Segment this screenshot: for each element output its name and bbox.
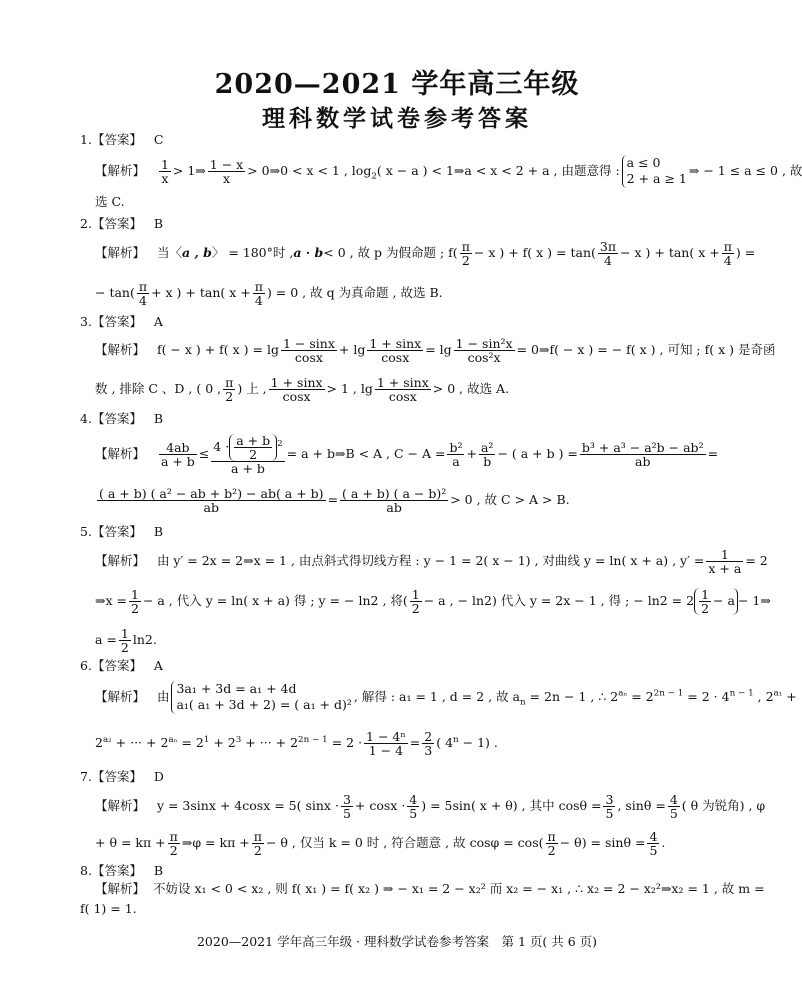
fraction: $\frac{4}{5}$ [649, 829, 658, 859]
fraction: $\frac{\text{( a + b) ( a² − ab + b²) − ab( a + b)}}{ab}$ [99, 486, 324, 516]
fraction: $\frac{1}{2}$ [411, 587, 420, 617]
q4-analysis-line: 【解析】 $\frac{4ab}{a + b}$ ≤ 4 · $\frac{a + b}{2}$ $^2$ a + b = a + b⇒B < A , C − A = $\frac{\text{b²}}{a}$ + $\frac{\text{a²}}{b}$ − ( a + b ) = $\frac{\text{b³ + a³ − a²b − ab²}}{ab}$ = [95, 433, 719, 477]
fraction: $\frac{\text{( a + b) ( a − b)²}}{ab}$ [342, 486, 447, 516]
q5-analysis-line: 【解析】 由 y′ = 2x = 2⇒x = 1 , 由点斜式得切线方程 : y − 1 = 2( x − 1) , 对曲线 y = ln( x + a) , y′ = $\frac{1}{x + a}$ = 2 [95, 547, 768, 577]
fraction: $\frac{1 - x}{x}$ [209, 156, 244, 186]
equation-system: 3a₁ + 3d = a₁ + 4d a₁( a₁ + 3d + 2) = ( a₁ + d)² [171, 681, 351, 714]
fraction: $\frac{1}{2}$ [130, 587, 139, 617]
fraction: $\frac{\pi}{4}$ [254, 279, 263, 309]
fraction: $\frac{4}{5}$ [669, 792, 678, 822]
fraction: $\frac{\text{1 − sin²x}}{\text{cos²x}}$ [455, 336, 513, 366]
q1-analysis-line: 【解析】 $\frac{1}{x}$ > 1⇒ $\frac{1 - x}{x}$ > 0⇒0 < x < 1 , $\log_2$( x − a ) < 1⇒a < x < 2 + a , 由题意得 : a ≤ 0 2 + a ≥ 1 ⇒ − 1 ≤ a ≤ 0 , 故 [95, 155, 802, 187]
q3-analysis-line: 【解析】 f( − x ) + f( x ) = lg $\frac{1 - \sin x}{\cos x}$ + lg $\frac{1 + \sin x}{\cos x}$ = lg $\frac{\text{1 − sin²x}}{\text{cos²x}}$ = 0⇒f( − x ) = − f( x ) , 可知 ; f( x ) 是奇函 [95, 336, 776, 366]
fraction: $\frac{\text{b²}}{a}$ [449, 440, 463, 470]
inequality-system: a ≤ 0 2 + a ≥ 1 [622, 155, 687, 188]
fraction: $\frac{\text{1 − 4ⁿ}}{1 - 4}$ [366, 729, 406, 759]
q3-answer-line: 3.【答案】 A [80, 314, 163, 329]
fraction: $\frac{\pi}{2}$ [225, 375, 234, 405]
page-title: 2020—2021 学年高三年级 [214, 69, 580, 100]
fraction: 4 · $\frac{a + b}{2}$ $^2$ a + b [213, 433, 283, 477]
q1-analysis-cont: 选 C. [95, 194, 125, 209]
fraction: $\frac{2}{3}$ [424, 729, 433, 759]
fraction: $\frac{\text{a²}}{b}$ [480, 440, 494, 470]
fraction: $\frac{\pi}{4}$ [723, 239, 732, 269]
fraction: $\frac{1 + \sin x}{\cos x}$ [376, 375, 429, 405]
q5-answer-line: 5.【答案】 B [80, 524, 164, 539]
fraction: $\frac{1}{x}$ [160, 156, 169, 186]
q7-analysis-line: 【解析】 y = 3sinx + 4cosx = 5( sinx · $\frac{3}{5}$ + cosx · $\frac{4}{5}$ ) = 5sin( x + θ) , 其中 cosθ = $\frac{3}{5}$ , sinθ = $\frac{4}{5}$ ( θ 为锐角) , φ [95, 792, 766, 822]
q6-answer-line: 6.【答案】 A [80, 658, 163, 673]
page-subtitle: 理科数学试卷参考答案 [262, 105, 532, 132]
q7-analysis-cont: + θ = kπ + $\frac{\pi}{2}$ ⇒φ = kπ + $\frac{\pi}{2}$ − θ , 仅当 k = 0 时 , 符合题意 , 故 cosφ = cos( $\frac{\pi}{2}$ − θ) = sinθ = $\frac{4}{5}$ . [95, 829, 666, 859]
fraction: $\frac{\pi}{2}$ [461, 239, 470, 269]
q1-answer-line: 1.【答案】 C [80, 132, 164, 147]
q8-answer-line: 8.【答案】 B [80, 863, 164, 878]
q2-analysis-cont: − tan( $\frac{\pi}{4}$ + x ) + tan( x + $\frac{\pi}{4}$ ) = 0 , 故 q 为真命题 , 故选 B. [95, 279, 443, 309]
fraction: $\frac{3}{5}$ [342, 792, 351, 822]
q8-analysis-cont: f( 1) = 1. [80, 901, 137, 916]
fraction: $\frac{\pi}{2}$ [253, 829, 262, 859]
fraction: $\frac{\pi}{2}$ [169, 829, 178, 859]
fraction: $\frac{\pi}{2}$ [547, 829, 556, 859]
fraction: $\frac{1}{2}$ [701, 587, 710, 617]
q6-analysis-line: 【解析】 由 3a₁ + 3d = a₁ + 4d a₁( a₁ + 3d + 2) = ( a₁ + d)² , 解得 : a₁ = 1 , d = 2 , 故 $a_n = 2n - 1$ , ∴ $2^{a_n} = 2^{2n - 1} = 2 \cdot 4^{n - 1}$ , $2^{a_1}$ + [95, 681, 797, 713]
fraction: $\frac{4}{5}$ [409, 792, 418, 822]
q5-analysis-cont: ⇒x = $\frac{1}{2}$ − a , 代入 y = ln( x + a) 得 ; y = − ln2 , 将( $\frac{1}{2}$ − a , − ln2) 代入 y = 2x − 1 , 得 ; − ln2 = 2 $\frac{1}{2}$ − a − 1⇒ [95, 587, 771, 617]
fraction: $\frac{1 + \sin x}{\cos x}$ [270, 375, 323, 405]
q4-answer-line: 4.【答案】 B [80, 411, 164, 426]
fraction: $\frac{\pi}{4}$ [138, 279, 148, 309]
q6-analysis-cont: $2^{a_2}$ + ··· + $2^{a_n} = 2^1 + 2^3$ + ··· + $2^{2n - 1} = 2$ · $\frac{\text{1 − 4ⁿ}}{1 - 4}$ = $\frac{2}{3}$ ( $4^n - 1$) . [95, 729, 498, 759]
fraction: $\frac{1}{2}$ [120, 626, 129, 656]
fraction: $\frac{1}{x + a}$ [708, 547, 742, 577]
q3-analysis-cont: 数 , 排除 C 、D , ( 0 , $\frac{\pi}{2}$ ) 上 , $\frac{1 + \sin x}{\cos x}$ > 1 , lg $\frac{1 + \sin x}{\cos x}$ > 0 , 故选 A. [95, 375, 510, 405]
fraction: $\frac{\text{b³ + a³ − a²b − ab²}}{ab}$ [581, 440, 704, 470]
q7-answer-line: 7.【答案】 D [80, 769, 164, 784]
page-footer: 2020—2021 学年高三年级 · 理科数学试卷参考答案 第 1 页( 共 6 页) [196, 934, 598, 949]
q2-answer-line: 2.【答案】 B [80, 216, 164, 231]
fraction: $\frac{3}{5}$ [605, 792, 614, 822]
fraction: $\frac{4ab}{a + b}$ [160, 440, 195, 470]
fraction: $\frac{1 + \sin x}{\cos x}$ [369, 336, 422, 366]
fraction: $\frac{3\pi}{4}$ [599, 239, 617, 269]
q5-analysis-cont2: a = $\frac{1}{2}$ ln2. [95, 626, 157, 656]
fraction: $\frac{1 - \sin x}{\cos x}$ [282, 336, 335, 366]
q2-analysis-line: 【解析】 当〈a , b〉 = 180°时 ,a · b< 0 , 故 p 为假命题 ; f( $\frac{\pi}{2}$ − x ) + f( x ) = tan( $\frac{3\pi}{4}$ − x ) + tan( x + $\frac{\pi}{4}$ ) = [95, 239, 756, 269]
q8-analysis-line: 【解析】 不妨设 x₁ < 0 < x₂ , 则 f( x₁ ) = f( x₂ ) ⇒ − x₁ = 2 − x₂² 而 x₂ = − x₁ , ∴ x₂ = 2 − x₂²⇒x₂ = 1 , 故 m = [95, 881, 765, 896]
q4-analysis-cont: $\frac{\text{( a + b) ( a² − ab + b²) − ab( a + b)}}{ab}$ = $\frac{\text{( a + b) ( a − b)²}}{ab}$ > 0 , 故 C > A > B. [99, 486, 570, 516]
